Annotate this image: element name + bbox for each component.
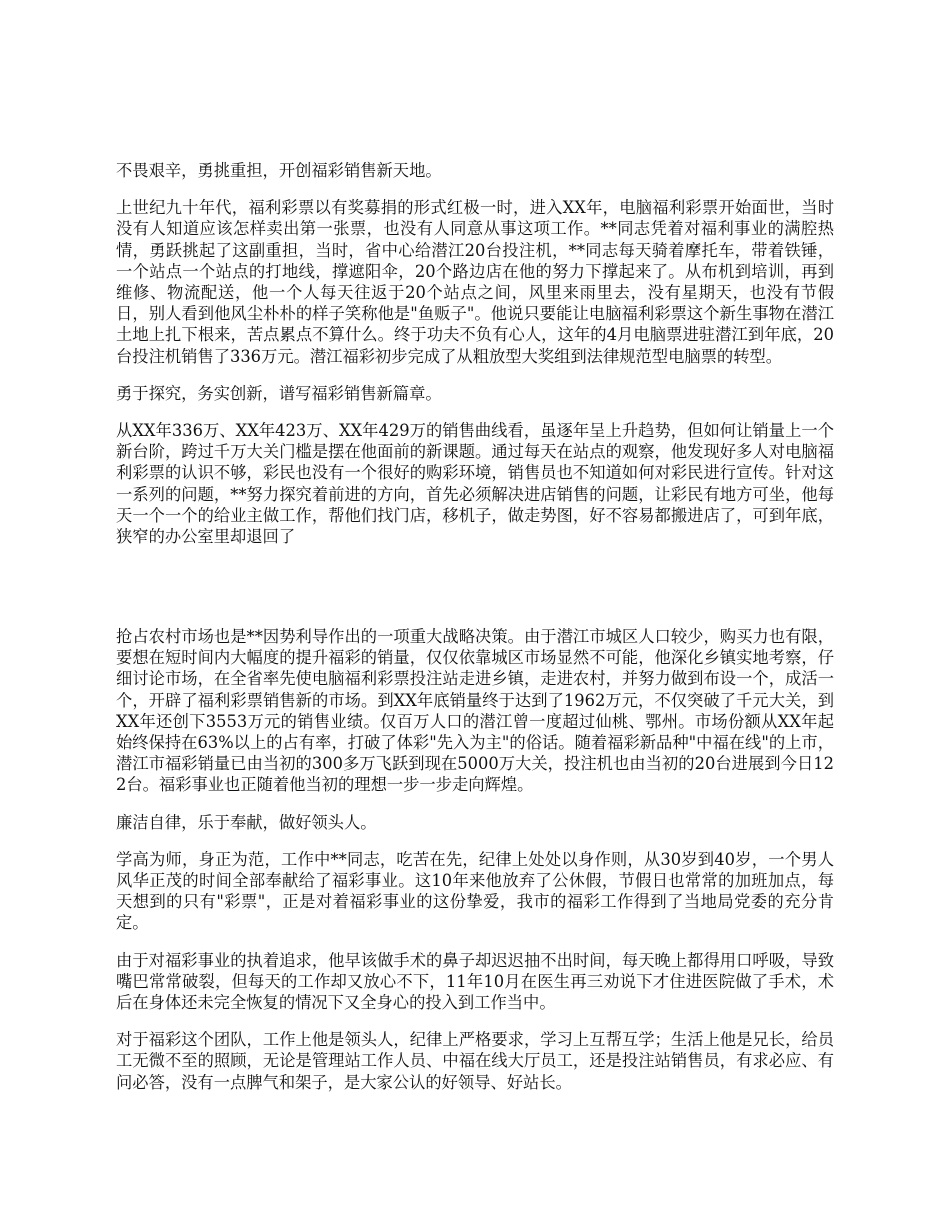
section-heading-1: 不畏艰辛，勇挑重担，开创福彩销售新天地。: [116, 161, 442, 180]
body-paragraph-1: 上世纪九十年代，福利彩票以有奖募捐的形式红极一时，进入XX年，电脑福利彩票开始面世，当时没有人知道应该怎样卖出第一张票，也没有人同意从事这项工作。**同志凭着对福利事业的满腔热情，勇跃挑起了这副重担，当时，省中心给潜江20台投注机，**同志每天骑着摩托车，带着铁锤，一个站点一个站点的打地线，撑遮阳伞，20个路边店在他的努力下撑起来了。从布机到培训，再到维修、物流配送，他一个人每天往返于20个站点之间，风里来雨里去，没有星期天，也没有节假日，别人看到他风尘朴朴的样子笑称他是"鱼贩子"。他说只要能让电脑福利彩票这个新生事物在潜江土地上扎下根来，苦点累点不算什么。终于功夫不负有心人，这年的4月电脑票进驻潜江到年底，20台投注机销售了336万元。潜江福彩初步完成了从粗放型大奖组到法律规范型电脑票的转型。: [116, 198, 834, 366]
body-paragraph-6: 对于福彩这个团队，工作上他是领头人，纪律上严格要求，学习上互帮互学；生活上他是兄长，给员工无微不至的照顾，无论是管理站工作人员、中福在线大厅员工，还是投注站销售员，有求必应、有问必答，没有一点脾气和架子，是大家公认的好领导、好站长。: [116, 1030, 834, 1092]
body-paragraph-5: 由于对福彩事业的执着追求，他早该做手术的鼻子却迟迟抽不出时间，每天晚上都得用口呼吸，导致嘴巴常常破裂，但每天的工作却又放心不下，11年10月在医生再三劝说下才住进医院做了手术，术后在身体还未完全恢复的情况下又全身心的投入到工作当中。: [116, 950, 834, 1013]
body-paragraph-3: 抢占农村市场也是**因势利导作出的一项重大战略决策。由于潜江市城区人口较少，购买力也有限，要想在短时间内大幅度的提升福彩的销量，仅仅依靠城区市场显然不可能，他深化乡镇实地考察，仔细讨论市场，在全省率先使电脑福利彩票投注站走进乡镇，走进农村，并努力做到布设一个，成活一个，开辟了福利彩票销售新的市场。到XX年底销量终于达到了1962万元，不仅突破了千元大关，到XX年还创下3553万元的销售业绩。仅百万人口的潜江曾一度超过仙桃、鄂州。市场份额从XX年起始终保持在63%以上的占有率，打破了体彩"先入为主"的俗话。随着福彩新品种"中福在线"的上市，潜江市福彩销量已由当初的300多万飞跃到现在5000万大关，投注机也由当初的20台进展到今日122台。福彩事业也正随着他当初的理想一步一步走向辉煌。: [116, 627, 834, 795]
section-heading-2: 勇于探究，务实创新，谱写福彩销售新篇章。: [116, 383, 442, 403]
document-page: [116, 0, 834, 1230]
text-block-bottom: [116, 626, 834, 1093]
body-paragraph-4: 学高为师，身正为范，工作中**同志，吃苦在先，纪律上处处以身作则，从30岁到40岁，一个男人风华正茂的时间全部奉献给了福彩事业。这10年来他放弃了公休假，节假日也常常的加班加点，每天想到的只有"彩票"，正是对着福彩事业的这份挚爱，我市的福彩工作得到了当地局党委的充分肯定。: [116, 849, 834, 933]
body-paragraph-2: 从XX年336万、XX年423万、XX年429万的销售曲线看，虽逐年呈上升趋势，但如何让销量上一个新台阶，跨过千万大关门槛是摆在他面前的新课题。通过每天在站点的观察，他发现好多人对电脑福利彩票的认识不够，彩民也没有一个很好的购彩环境，销售员也不知道如何对彩民进行宣传。针对这一系列的问题，**努力探究着前进的方向，首先必须解决进店销售的问题，让彩民有地方可坐，他每天一个一个的给业主做工作，帮他们找门店，移机子，做走势图，好不容易都搬进店了，可到年底，狭窄的办公室里却退回了: [116, 421, 834, 547]
text-block-top: [116, 160, 834, 547]
section-heading-3: 廉洁自律，乐于奉献，做好领头人。: [116, 812, 377, 832]
